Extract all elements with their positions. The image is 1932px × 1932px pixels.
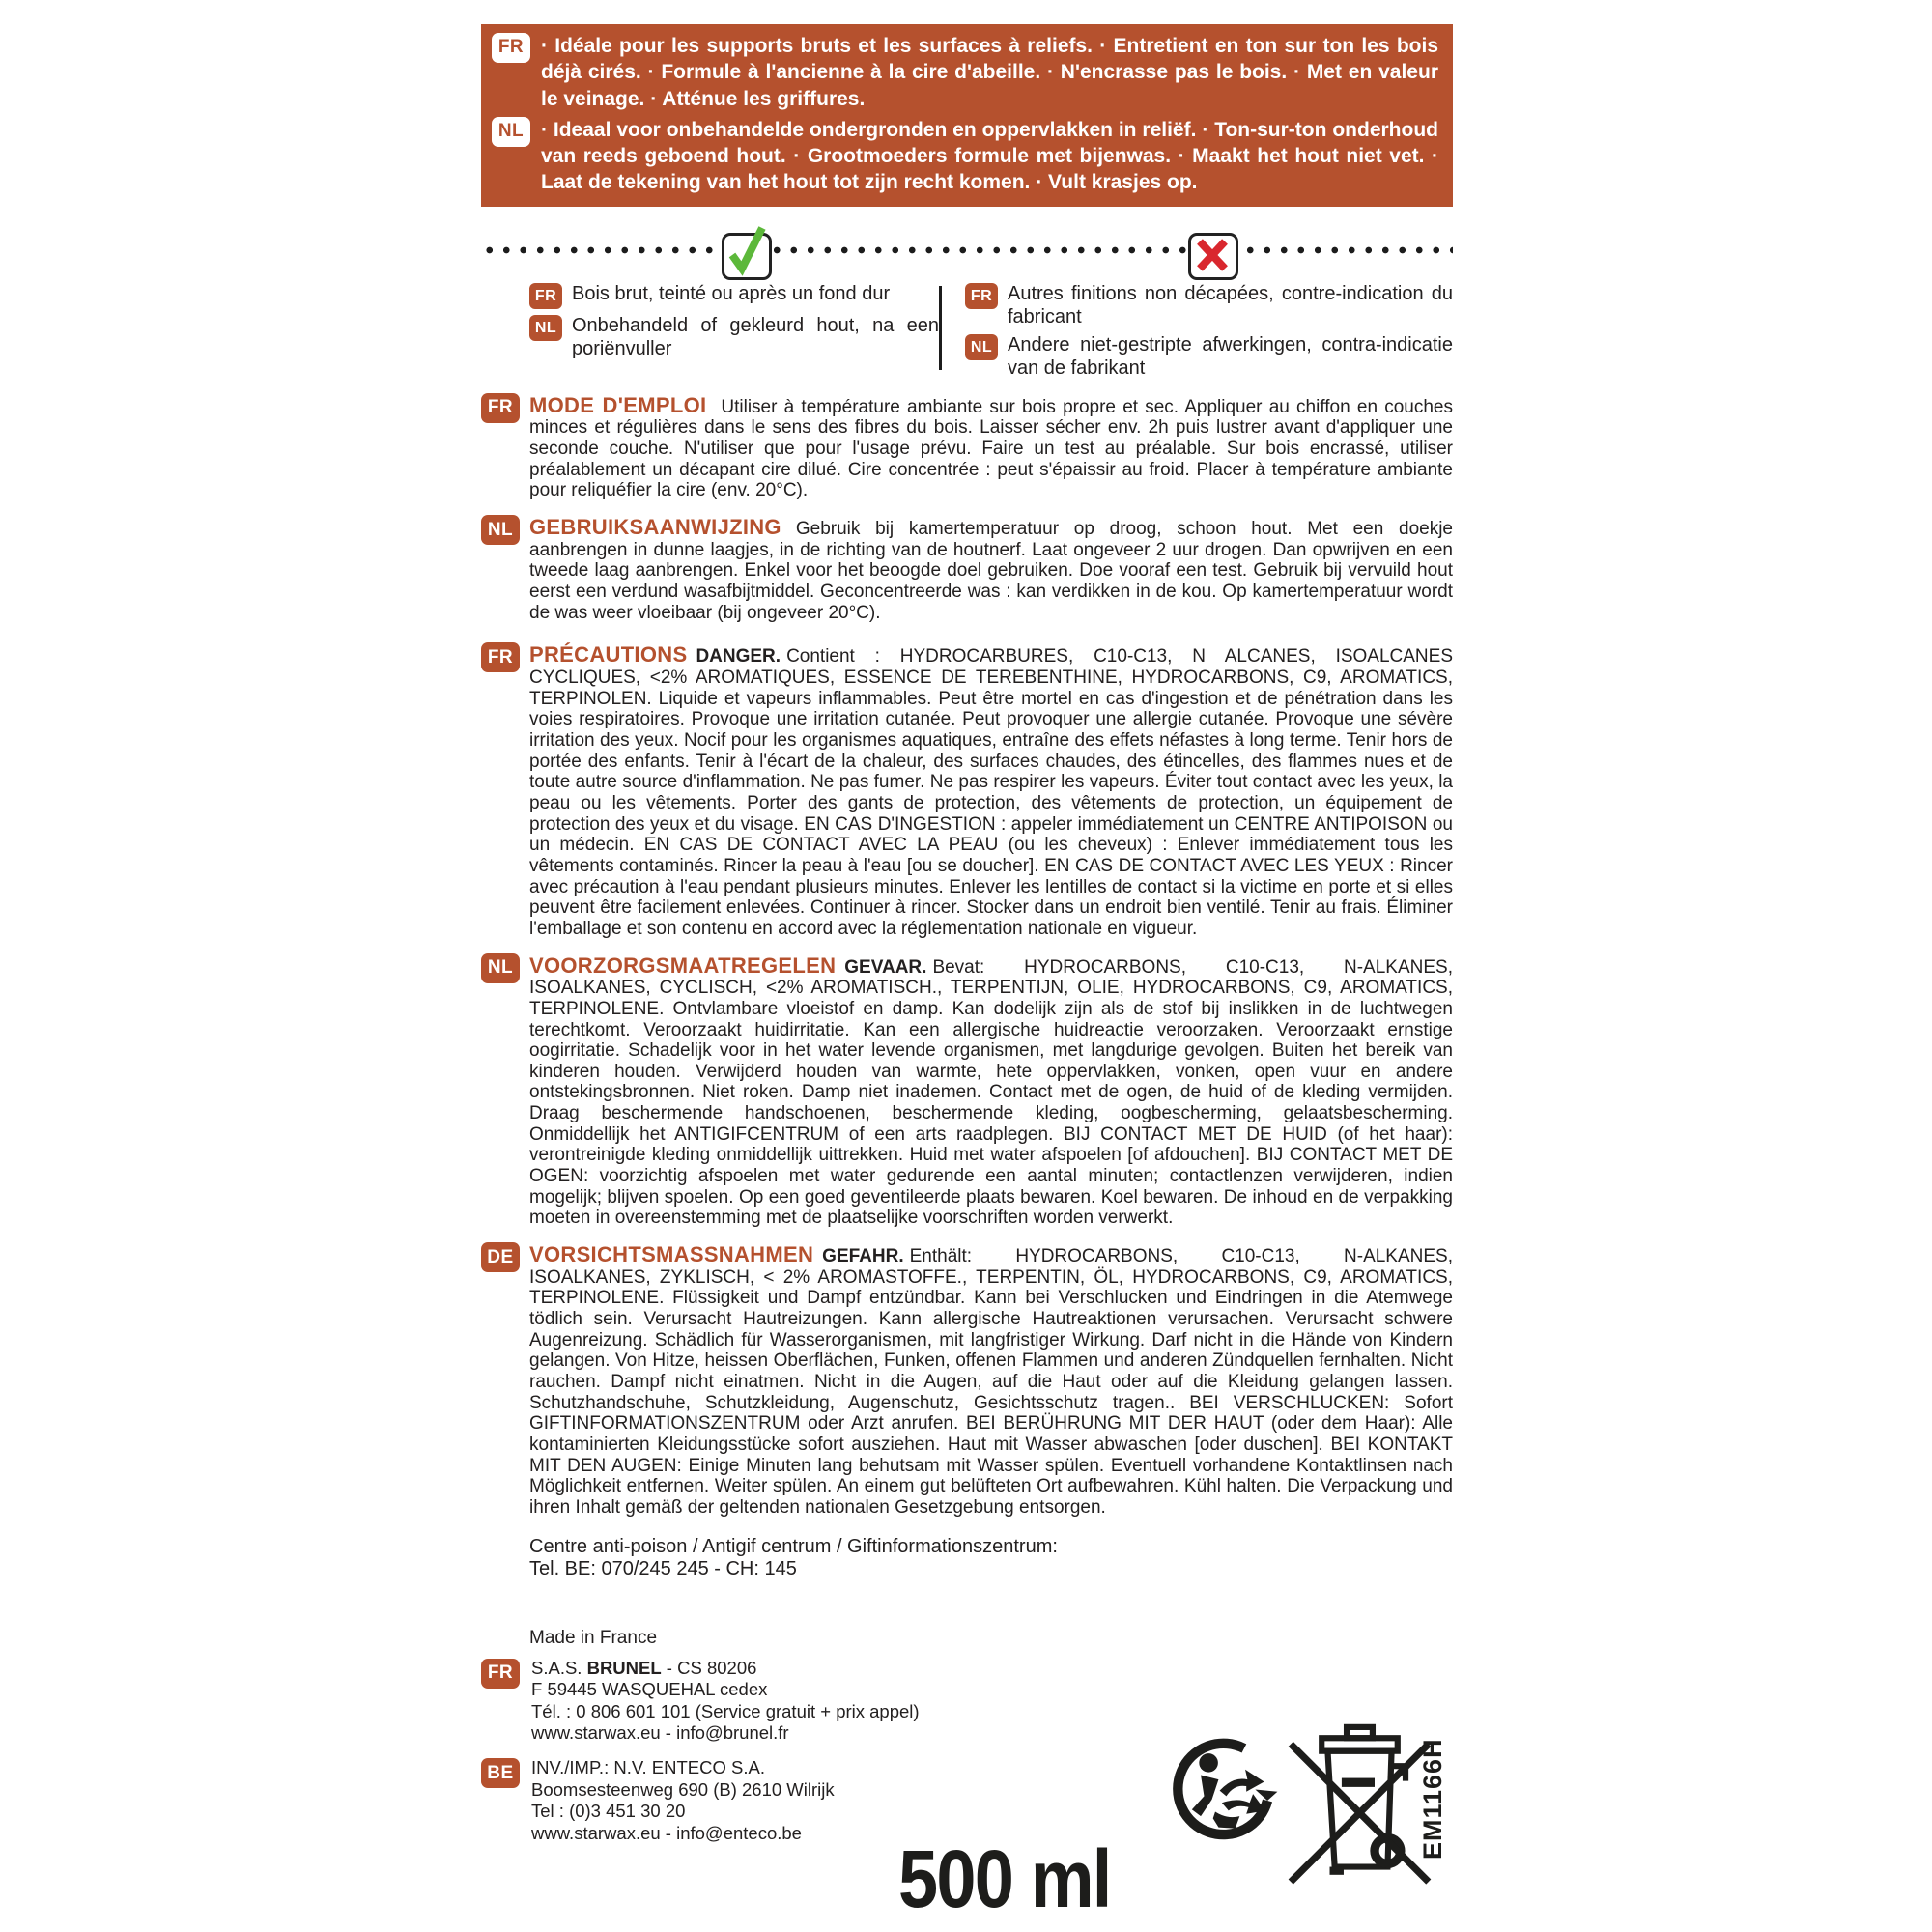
nl-language-badge: NL xyxy=(529,315,562,341)
section-heading: GEBRUIKSAANWIJZING xyxy=(529,515,781,540)
poison-center-line2: Tel. BE: 070/245 245 - CH: 145 xyxy=(529,1558,797,1580)
precautions-de-section xyxy=(481,1242,1453,1519)
fr-language-badge: FR xyxy=(481,393,520,423)
suitability-text: Bois brut, teinté ou après un fond dur xyxy=(572,282,891,304)
fr-language-badge: FR xyxy=(965,283,998,309)
section-text xyxy=(529,1242,1453,1519)
section-text xyxy=(529,515,1453,623)
benefits-fr-row xyxy=(492,33,1438,112)
nl-language-badge: NL xyxy=(965,334,998,360)
triman-recycling-icon xyxy=(1171,1734,1282,1845)
distributor-line: www.starwax.eu - info@enteco.be xyxy=(531,1822,802,1843)
precautions-nl-section xyxy=(481,953,1453,1230)
benefits-nl-row xyxy=(492,117,1438,196)
benefits-fr-text: · Idéale pour les supports bruts et les surfaces à reliefs. · Entretient en ton sur ton les bois déjà cirés. · Formule à l'ancienne à la cire d'abeille. · N'encrasse pas le bois. · Met en valeur le veinage. · Atténue les griffures. xyxy=(541,35,1438,110)
distributor-lines xyxy=(531,1757,835,1844)
suitability-columns xyxy=(481,282,1453,380)
usage-fr-section xyxy=(481,393,1453,501)
section-heading: PRÉCAUTIONS xyxy=(529,642,688,668)
suitability-item xyxy=(529,314,939,360)
section-heading: MODE D'EMPLOI xyxy=(529,392,707,417)
distributor-lines xyxy=(531,1658,920,1745)
column-divider xyxy=(939,286,942,370)
be-language-badge: BE xyxy=(481,1758,520,1788)
distributor-line: F 59445 WASQUEHAL cedex xyxy=(531,1679,768,1700)
nl-language-badge: NL xyxy=(481,953,520,983)
benefits-box xyxy=(481,24,1453,207)
suitability-text: Autres finitions non décapées, contre-indication du fabricant xyxy=(1008,282,1453,327)
distributor-line: www.starwax.eu - info@brunel.fr xyxy=(531,1722,789,1744)
usage-nl-section xyxy=(481,515,1453,623)
suitability-separator xyxy=(481,226,1453,278)
volume-text: 500 ml xyxy=(898,1833,1111,1924)
danger-word: GEFAHR. xyxy=(822,1246,904,1267)
section-text xyxy=(529,393,1453,501)
check-icon xyxy=(722,233,772,280)
fr-language-badge: FR xyxy=(529,283,562,309)
distributor-line: INV./IMP.: N.V. ENTECO S.A. xyxy=(531,1757,765,1778)
danger-word: DANGER. xyxy=(696,646,781,668)
suitability-item xyxy=(965,282,1453,328)
section-body: Bevat: HYDROCARBONS, C10-C13, N-ALKANES, ISOALKANES, CYCLISCH, <2% AROMATISCH., TERPENTIJN, OLIE, HYDROCARBONS, C9, AROMATICS, TERPINOLENE. Ontvlambare vloeistof en damp. Kan dodelijk zijn als de stof bij inslikken in de luchtwegen terechtkomt. Veroorzaakt huidirritatie. Kan een allergische huidreactie veroorzaken. Veroorzaakt ernstige oogirritatie. Schadelijk voor in het water levende organismen, met langdurige gevolgen. Buiten het bereik van kinderen houden. Verwijderd houden van warmte, hete oppervlakken, vonken, open vuur en andere ontstekingsbronnen. Niet roken. Damp niet inademen. Contact met de ogen, de huid of de kleding vermijden. Draag beschermende handschoenen, beschermende kleding, oogbescherming, gelaatsbescherming. Onmiddellijk het ANTIGIFCENTRUM of een arts raadplegen. BIJ CONTACT MET DE HUID (of het haar): verontreinigde kleding onmiddellijk uittrekken. Huid met water afspoelen [of afdouchen]. BIJ CONTACT MET DE OGEN: voorzichtig afspoelen met water gedurende een aantal minuten; contactlenzen verwijderen, indien mogelijk; blijven spoelen. Op een goed geventileerde plaats bewaren. Koel bewaren. De inhoud en de verpakking moeten in overeenstemming met de plaatselijke voorschriften worden verwerkt. xyxy=(529,956,1453,1229)
crossed-out-bin-icon xyxy=(1285,1718,1435,1893)
de-language-badge: DE xyxy=(481,1242,520,1272)
fr-language-badge: FR xyxy=(481,1659,520,1689)
dotted-line xyxy=(481,246,1453,254)
suitability-item xyxy=(965,333,1453,380)
section-body: Gebruik bij kamertemperatuur op droog, schoon hout. Met een doekje aanbrengen in dunne laagjes, in de richting van de houtnerf. Laat ongeveer 2 uur drogen. Dan opwrijven en een tweede laag aanbrengen. Enkel voor het beoogde doel gebruiken. Doe vooraf een test. Gebruik bij vervuild hout eerst een verdund wasafbijtmiddel. Geconcentreerde was : kan verdikken in de kou. Op kamertemperatuur wordt de was weer vloeibaar (bij ongeveer 20°C). xyxy=(529,519,1453,623)
fr-language-badge: FR xyxy=(492,33,530,63)
batch-code: EM1166H xyxy=(1418,1738,1447,1860)
distributor-line: Tel : (0)3 451 30 20 xyxy=(531,1801,686,1822)
nl-language-badge: NL xyxy=(492,117,530,147)
section-text xyxy=(529,642,1453,939)
suitability-item xyxy=(529,282,939,309)
poison-center-info xyxy=(529,1536,1453,1581)
suitability-text: Onbehandeld of gekleurd hout, na een poriënvuller xyxy=(572,314,939,359)
fr-language-badge: FR xyxy=(481,642,520,672)
company-name: BRUNEL xyxy=(586,1657,662,1678)
poison-center-line1: Centre anti-poison / Antigif centrum / Giftinformationszentrum: xyxy=(529,1535,1058,1557)
distributor-line xyxy=(531,1658,920,1680)
danger-word: GEVAAR. xyxy=(844,956,927,978)
back-label xyxy=(481,0,1453,1844)
benefits-nl-text: · Ideaal voor onbehandelde ondergronden en oppervlakken in reliëf. · Ton-sur-ton onderhoud van reeds geboend hout. · Grootmoeders formule met bijenwas. · Maakt het hout niet vet. · Laat de tekening van het hout tot zijn recht komen. · Vult krasjes op. xyxy=(541,118,1438,194)
distributor-line: Boomsesteenweg 690 (B) 2610 Wilrijk xyxy=(531,1778,835,1800)
precautions-fr-section xyxy=(481,642,1453,939)
section-body: Utiliser à température ambiante sur bois propre et sec. Appliquer au chiffon en couches minces et régulières dans le sens des fibres du bois. Laisser sécher env. 2h puis lustrer avant d'appliquer une seconde couche. N'utiliser que pour l'usage prévu. Faire un test au préalable. Sur bois encrassé, utiliser préalablement un décapant cire dilué. Cire concentrée : peut s'épaissir au froid. Placer à température ambiante pour reliquéfier la cire (env. 20°C). xyxy=(529,396,1453,501)
section-body: Enthält: HYDROCARBONS, C10-C13, N-ALKANES, ISOALKANES, ZYKLISCH, < 2% AROMASTOFFE., TERPENTIN, ÖL, HYDROCARBONS, C9, AROMATICS, TERPINOLENE. Flüssigkeit und Dampf entzündbar. Kann bei Verschlucken und Eindringen in die Atemwege tödlich sein. Verursacht Hautreizungen. Kann allergische Hautreaktionen verursachen. Verursacht schwere Augenreizung. Schädlich für Wasserorganismen, mit langfristiger Wirkung. Darf nicht in die Hände von Kindern gelangen. Von Hitze, heissen Oberflächen, Funken, offenen Flammen und anderen Zündquellen fernhalten. Nicht rauchen. Dampf nicht einatmen. Nicht in die Augen, auf die Haut oder auf die Kleidung gelangen lassen. Schutzhandschuhe, Schutzkleidung, Augenschutz, Gesichtsschutz tragen.. BEI VERSCHLUCKEN: Sofort GIFTINFORMATIONSZENTRUM oder Arzt anrufen. BEI BERÜHRUNG MIT DER HAUT (oder dem Haar): Alle kontaminierten Kleidungsstücke sofort ausziehen. Haut mit Wasser abwaschen [oder duschen]. BEI KONTAKT MIT DEN AUGEN: Einige Minuten lang behutsam mit Wasser spülen. Eventuell vorhandene Kontaktlinsen nach Möglichkeit entfernen. Weiter spülen. An einem gut belüfteten Ort aufbewahren. Kühl halten. Die Verpackung und ihren Inhalt gemäß der geltenden nationalen Gesetzgebung entsorgen. xyxy=(529,1246,1453,1518)
distributor-line: Tél. : 0 806 601 101 (Service gratuit + prix appel) xyxy=(531,1700,920,1721)
suitability-text: Andere niet-gestripte afwerkingen, contra-indicatie van de fabrikant xyxy=(1008,333,1453,379)
company-prefix: S.A.S. xyxy=(531,1657,587,1678)
unsuitable-column xyxy=(965,282,1453,380)
section-body: Contient : HYDROCARBURES, C10-C13, N ALCANES, ISOALCANES CYCLIQUES, <2% AROMATIQUES, ESSENCE DE TEREBENTHINE, HYDROCARBONS, C9, AROMATICS, TERPINOLEN. Liquide et vapeurs inflammables. Peut être mortel en cas d'ingestion et de pénétration dans les voies respiratoires. Provoque une irritation cutanée. Peut provoquer une allergie cutanée. Provoque une sévère irritation des yeux. Nocif pour les organismes aquatiques, entraîne des effets néfastes à long terme. Tenir hors de portée des enfants. Tenir à l'écart de la chaleur, des surfaces chaudes, des étincelles, des flammes nues et de toute autre source d'inflammation. Ne pas fumer. Ne pas respirer les vapeurs. Éviter tout contact avec les yeux, la peau ou les vêtements. Porter des gants de protection, des vêtements de protection, un équipement de protection des yeux et du visage. EN CAS D'INGESTION : appeler immédiatement un CENTRE ANTIPOISON ou un médecin. EN CAS DE CONTACT AVEC LA PEAU (ou les cheveux) : Enlever immédiatement tous les vêtements contaminés. Rincer la peau à l'eau [ou se doucher]. EN CAS DE CONTACT AVEC LES YEUX : Rincer avec précaution à l'eau pendant plusieurs minutes. Enlever les lentilles de contact si la victime en porte et si elles peuvent être facilement enlevées. Continuer à rincer. Stocker dans un endroit bien ventilé. Tenir au frais. Éliminer l'emballage et son contenu en accord avec la réglementation nationale en vigueur. xyxy=(529,646,1453,939)
suitable-column xyxy=(481,282,939,380)
made-in-text: Made in France xyxy=(529,1627,658,1648)
section-heading: VORSICHTSMASSNAHMEN xyxy=(529,1242,814,1267)
nl-language-badge: NL xyxy=(481,515,520,545)
section-heading: VOORZORGSMAATREGELEN xyxy=(529,952,837,978)
section-text xyxy=(529,953,1453,1230)
company-suffix: - CS 80206 xyxy=(661,1657,757,1678)
cross-icon xyxy=(1188,233,1238,280)
